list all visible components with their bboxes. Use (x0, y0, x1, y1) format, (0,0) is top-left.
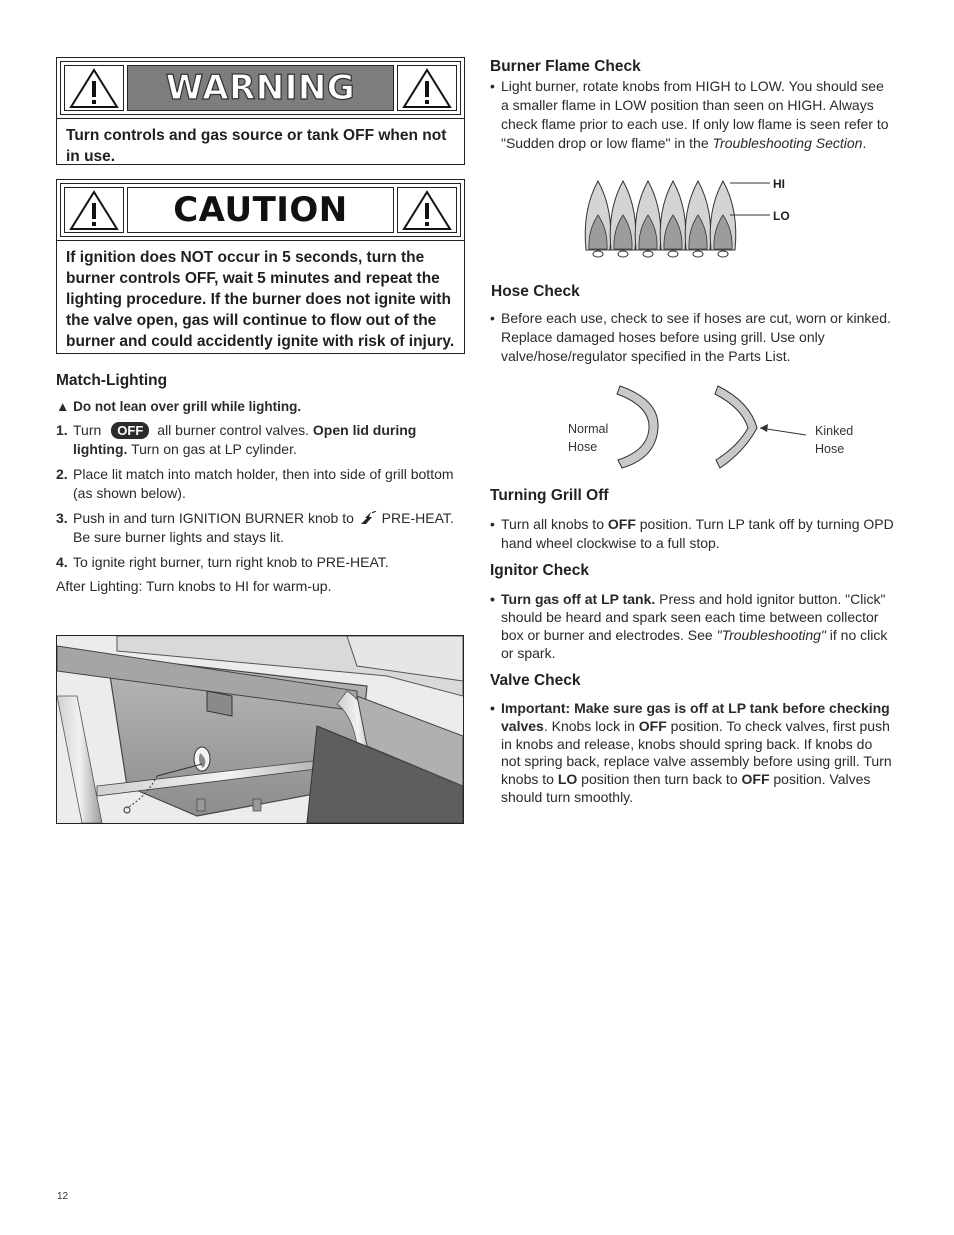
bullet-dot: • (490, 310, 495, 326)
bullet-dot: • (490, 516, 495, 532)
valve-text: . Knobs lock in (543, 717, 635, 734)
off-label: OFF (638, 717, 667, 734)
step-text: PRE-HEAT. Be sure burner lights and stays lit. (73, 510, 454, 545)
off-label: OFF (741, 771, 770, 788)
normal-hose-label-1: Normal (568, 422, 609, 436)
warning-text: Turn controls and gas source or tank OFF when not in use. (57, 118, 464, 173)
lo-label: LO (773, 209, 790, 223)
step-text: To ignite right burner, turn right knob to PRE-HEAT. (73, 554, 389, 570)
step-text: Turn on gas at LP cylinder. (131, 441, 297, 457)
valve-text: position. To check valves, first push in knobs and release, knobs should spring back. If knobs do not spring back, replace valve assembly before using grill. Turn knobs to (501, 717, 892, 788)
off-label: OFF (607, 516, 636, 532)
ignitor-text: if no click or spark. (501, 627, 888, 661)
valve-text: position then turn back to (581, 771, 738, 788)
caution-banner (127, 187, 394, 233)
warning-box (56, 57, 465, 165)
match-lighting-note (56, 397, 461, 416)
after-lighting-text: After Lighting: Turn knobs to HI for warm-up. (56, 578, 332, 594)
warning-header (60, 61, 461, 115)
bullet-dot: • (490, 700, 495, 716)
troubleshooting-ref: "Troubleshooting" (716, 627, 826, 643)
step-number: 2. (56, 466, 68, 482)
step-text: all burner control valves. (157, 422, 310, 438)
burner-flame-text-end: . (862, 135, 867, 151)
caution-triangle-icon (397, 187, 457, 233)
caution-header (60, 183, 461, 237)
troubleshooting-ref: Troubleshooting Section (712, 135, 863, 151)
step-text: Turn (73, 422, 102, 438)
burner-flame-text: Light burner, rotate knobs from HIGH to LOW. You should see a smaller flame in LOW position than seen on HIGH. Always check flame prior to each use. If only low flame is seen refer to "Sudden drop or low flame" in the (501, 78, 889, 151)
valve-text: position. Valves should turn smoothly. (501, 771, 871, 805)
caution-title: CAUTION (173, 190, 348, 230)
valve-check-heading: Valve Check (490, 672, 581, 689)
grill-match-holder-illustration (56, 635, 464, 824)
ignitor-bold-text: Turn gas off at LP tank. (501, 591, 656, 607)
hi-label: HI (773, 177, 785, 191)
hose-illustration (560, 380, 860, 475)
bullet-dot: • (490, 78, 495, 94)
caution-text: If ignition does NOT occur in 5 seconds, turn the burner controls OFF, wait 5 minutes and repeat the lighting procedure. If the burner does not ignite with the valve open, gas will continue to flow out of the burner and could accidently ignite with risk of injury. (57, 240, 464, 358)
page-number: 12 (57, 1191, 69, 1202)
burner-flame-heading: Burner Flame Check (490, 58, 641, 75)
normal-hose-label-2: Hose (568, 440, 598, 454)
off-badge: OFF (111, 422, 149, 439)
ignitor-check-heading: Ignitor Check (490, 562, 590, 579)
ignitor-text: Press and hold ignitor button. "Click" should be heard and spark seen each time between collector box or burner and electrodes. See (501, 591, 886, 643)
warning-triangle-small-icon: ▲ (56, 399, 70, 414)
warning-triangle-icon (64, 65, 124, 111)
warning-banner (127, 65, 394, 111)
match-lighting-heading: Match-Lighting (56, 372, 168, 389)
turning-grill-off-heading: Turning Grill Off (490, 487, 609, 504)
ignition-spark-icon (358, 510, 378, 526)
warning-triangle-icon (397, 65, 457, 111)
hose-check-heading: Hose Check (491, 283, 580, 300)
kinked-hose-label-1: Kinked (815, 424, 854, 438)
step-number: 4. (56, 554, 68, 570)
flame-height-illustration (580, 175, 810, 265)
kinked-hose-label-2: Hose (815, 442, 845, 456)
step-text: Place lit match into match holder, then into side of grill bottom (as shown below). (73, 466, 454, 501)
match-lighting-note-text: Do not lean over grill while lighting. (73, 399, 302, 414)
step-number: 1. (56, 422, 68, 438)
step-number: 3. (56, 510, 68, 526)
caution-triangle-icon (64, 187, 124, 233)
valve-bold-text: Important: Make sure gas is off at LP tank before checking valves (501, 700, 890, 734)
grill-off-text: position. Turn LP tank off by turning OPD hand wheel clockwise to a full stop. (501, 516, 894, 551)
hose-check-text: Before each use, check to see if hoses are cut, worn or kinked. Replace damaged hoses before using grill. Use only valve/hose/regulator specified in the Parts List. (501, 310, 891, 364)
caution-box (56, 179, 465, 354)
grill-off-text: Turn all knobs to (501, 516, 604, 532)
step-bold-text: Open lid during lighting. (73, 422, 417, 457)
lo-label: LO (557, 771, 578, 788)
step-text: Push in and turn IGNITION BURNER knob to (73, 510, 354, 526)
warning-title: WARNING (165, 68, 356, 108)
bullet-dot: • (490, 591, 495, 607)
